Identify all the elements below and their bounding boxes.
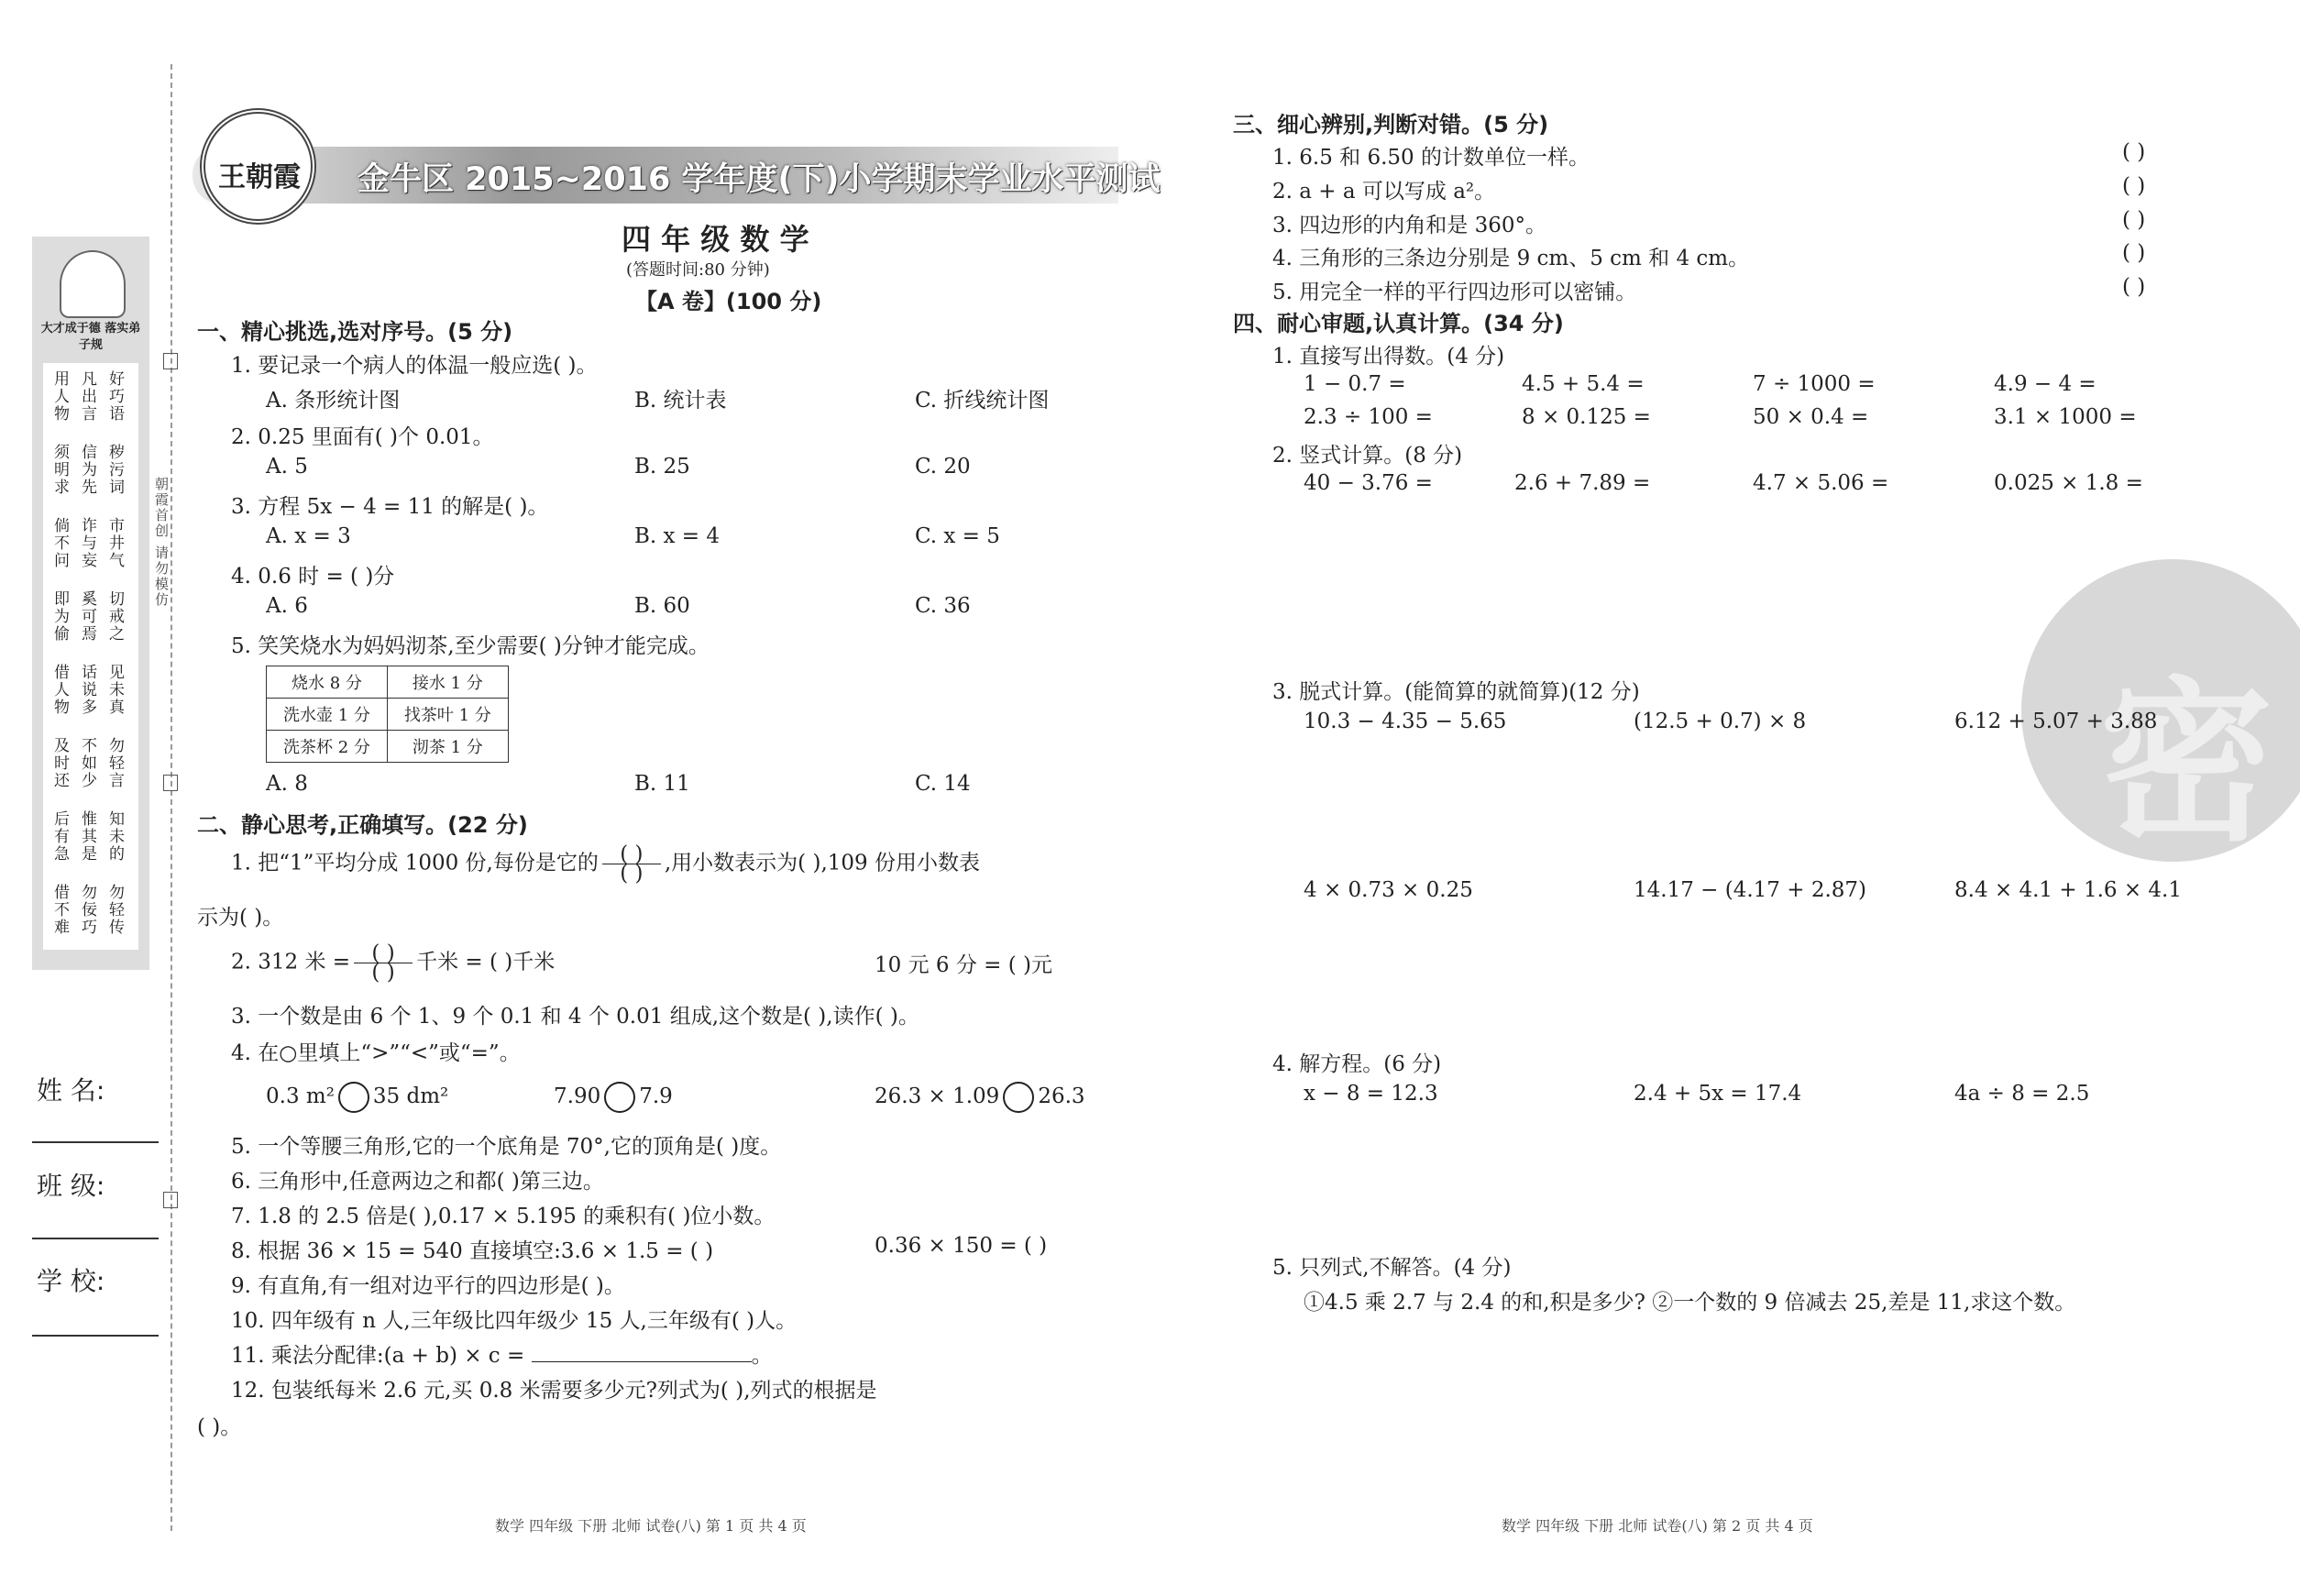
calc-item: 14.17 − (4.17 + 2.87) <box>1634 878 1866 902</box>
s4-p2: 2. 竖式计算。(8 分) <box>1272 444 1463 468</box>
compare-circle[interactable] <box>1003 1082 1034 1113</box>
motto-text: 大才成于德 落实弟子规 <box>40 322 141 352</box>
motto-col: 切戒之 <box>105 590 124 643</box>
table-cell: 找茶叶 1 分 <box>387 699 508 731</box>
equation-item: x − 8 = 12.3 <box>1304 1082 1438 1106</box>
compare-circle[interactable] <box>604 1082 635 1113</box>
calc-item: 10.3 − 4.35 − 5.65 <box>1304 710 1507 733</box>
time-note: (答题时间:80 分钟) <box>626 260 770 280</box>
s1-q4-c[interactable]: C. 36 <box>915 594 971 618</box>
s3-item-1: 1. 6.5 和 6.50 的计数单位一样。 <box>1272 146 1590 170</box>
frac-num[interactable]: ( ) <box>602 845 661 864</box>
motto-col: 信为先 <box>78 444 96 496</box>
calc-item: 3.1 × 1000 = <box>1994 405 2137 429</box>
calc-item: 8 × 0.125 = <box>1522 405 1651 429</box>
s1-q3-a[interactable]: A. x = 3 <box>266 524 351 548</box>
tea-steps-table <box>266 666 509 763</box>
school-field[interactable] <box>32 1335 159 1337</box>
motto-col: 见未真 <box>105 664 124 716</box>
page-footer-right: 数学 四年级 下册 北师 试卷(八) 第 2 页 共 4 页 <box>1502 1517 1813 1535</box>
table-row <box>267 666 509 699</box>
s3-item-5: 5. 用完全一样的平行四边形可以密铺。 <box>1272 281 1637 304</box>
motto-col: 借人物 <box>50 664 69 716</box>
s1-q5-a[interactable]: A. 8 <box>266 772 308 796</box>
s2-q1-text-2: ,用小数表示为( ),109 份用小数表 <box>664 851 980 875</box>
s2-q2 <box>231 941 556 985</box>
motto-col: 后有急 <box>50 810 69 863</box>
frac-den[interactable]: ( ) <box>620 862 644 886</box>
subject-title: 四 年 级 数 学 <box>622 222 809 257</box>
calc-item: 50 × 0.4 = <box>1753 405 1869 429</box>
s1-q4-b[interactable]: B. 60 <box>634 594 690 618</box>
calc-item: 8.4 × 4.1 + 1.6 × 4.1 <box>1954 878 2182 902</box>
table-row <box>267 731 509 763</box>
judge-box[interactable]: ( ) <box>2122 241 2146 265</box>
motto-col: 市井气 <box>105 517 124 569</box>
calc-item: 4.5 + 5.4 = <box>1522 372 1645 396</box>
scholar-icon <box>60 250 126 318</box>
s2-q7: 7. 1.8 的 2.5 倍是( ),0.17 × 5.195 的乘积有( )位小数。 <box>231 1205 776 1228</box>
motto-col: 好巧语 <box>105 370 124 423</box>
s2-q1-cont: 示为( )。 <box>197 906 284 930</box>
seal-box-2 <box>163 775 178 791</box>
fraction-blank[interactable] <box>602 842 661 886</box>
motto-col: 凡出言 <box>78 370 96 423</box>
judge-box[interactable]: ( ) <box>2122 174 2146 198</box>
s2-q2-money: 10 元 6 分 = ( )元 <box>875 953 1052 977</box>
s3-item-2: 2. a + a 可以写成 a²。 <box>1272 180 1496 204</box>
s4-p4: 4. 解方程。(6 分) <box>1272 1052 1442 1076</box>
answer-line[interactable] <box>532 1345 752 1362</box>
motto-col: 借不难 <box>50 884 69 936</box>
compare-right: 35 dm² <box>372 1084 449 1108</box>
s1-q3-c[interactable]: C. x = 5 <box>915 524 1000 548</box>
s3-item-3: 3. 四边形的内角和是 360°。 <box>1272 214 1546 237</box>
s1-q2: 2. 0.25 里面有( )个 0.01。 <box>231 425 494 449</box>
s1-q1-c[interactable]: C. 折线统计图 <box>915 389 1050 413</box>
fraction-blank[interactable] <box>354 941 413 985</box>
s1-q3-b[interactable]: B. x = 4 <box>634 524 721 548</box>
motto-col: 话说多 <box>78 664 96 716</box>
binding-line <box>171 64 172 1531</box>
compare-right: 26.3 <box>1038 1084 1085 1108</box>
section1-heading: 一、精心挑选,选对序号。(5 分) <box>197 319 513 345</box>
judge-box[interactable]: ( ) <box>2122 275 2146 299</box>
s1-q1: 1. 要记录一个病人的体温一般应选( )。 <box>231 354 598 378</box>
motto-columns <box>43 363 138 950</box>
s4-p3: 3. 脱式计算。(能简算的就简算)(12 分) <box>1272 680 1640 704</box>
s4-p5-line: ①4.5 乘 2.7 与 2.4 的和,积是多少? ②一个数的 9 倍减去 25,差是 11,求这个数。 <box>1304 1291 2076 1315</box>
name-field[interactable] <box>32 1141 159 1143</box>
s4-p5: 5. 只列式,不解答。(4 分) <box>1272 1256 1512 1280</box>
motto-col: 倘不问 <box>50 517 69 569</box>
calc-item: 1 − 0.7 = <box>1304 372 1406 396</box>
equation-item: 4a ÷ 8 = 2.5 <box>1954 1082 2090 1106</box>
calc-item: 0.025 × 1.8 = <box>1994 471 2143 495</box>
table-cell: 沏茶 1 分 <box>387 731 508 763</box>
school-label: 学 校: <box>37 1266 105 1296</box>
motto-col: 勿轻言 <box>105 737 124 789</box>
table-cell: 洗水壶 1 分 <box>267 699 388 731</box>
s2-q12: 12. 包装纸每米 2.6 元,买 0.8 米需要多少元?列式为( ),列式的根据是 <box>231 1379 877 1403</box>
calc-item: 40 − 3.76 = <box>1304 471 1433 495</box>
s1-q5: 5. 笑笑烧水为妈妈沏茶,至少需要( )分钟才能完成。 <box>231 634 710 658</box>
calc-item: 7 ÷ 1000 = <box>1753 372 1876 396</box>
s2-q8: 8. 根据 36 × 15 = 540 直接填空:3.6 × 1.5 = ( ) <box>231 1239 714 1263</box>
motto-col: 即为偷 <box>50 590 69 643</box>
table-cell: 烧水 8 分 <box>267 666 388 699</box>
s2-q11-text: 11. 乘法分配律:(a + b) × c = <box>231 1344 525 1368</box>
s1-q4-a[interactable]: A. 6 <box>266 594 308 618</box>
calc-item: 6.12 + 5.07 + 3.88 <box>1954 710 2158 733</box>
seal-box-3 <box>163 1192 178 1208</box>
motto-col: 诈与妄 <box>78 517 96 569</box>
motto-col: 勿轻传 <box>105 884 124 936</box>
class-field[interactable] <box>32 1238 159 1239</box>
s2-q11-end: 。 <box>751 1344 773 1368</box>
judge-box[interactable]: ( ) <box>2122 208 2146 232</box>
calc-item: 2.3 ÷ 100 = <box>1304 405 1433 429</box>
s2-q2-text-2: 千米 = ( )千米 <box>416 950 556 974</box>
section4-heading: 四、耐心审题,认真计算。(34 分) <box>1233 311 1564 336</box>
compare-left: 0.3 m² <box>266 1084 335 1108</box>
motto-col: 奚可焉 <box>78 590 96 643</box>
section3-heading: 三、细心辨别,判断对错。(5 分) <box>1233 112 1549 138</box>
exam-title: 金牛区 2015~2016 学年度(下)小学期末学业水平测试 <box>358 161 1161 198</box>
volume-label: 【A 卷】(100 分) <box>635 289 822 314</box>
compare-circle[interactable] <box>338 1082 369 1113</box>
frac-den[interactable]: ( ) <box>371 961 395 985</box>
name-label: 姓 名: <box>37 1075 105 1106</box>
table-cell: 接水 1 分 <box>387 666 508 699</box>
stamp-glyph: 密 <box>2099 662 2274 864</box>
table-cell: 洗茶杯 2 分 <box>267 731 388 763</box>
frac-num[interactable]: ( ) <box>354 944 413 963</box>
judge-box[interactable]: ( ) <box>2122 140 2146 164</box>
compare-item <box>875 1082 1085 1113</box>
s2-q2-text: 2. 312 米 = <box>231 950 351 974</box>
s2-q4: 4. 在○里填上“>”“<”或“=”。 <box>231 1041 521 1065</box>
s2-q6: 6. 三角形中,任意两边之和都( )第三边。 <box>231 1170 604 1194</box>
s1-q2-a[interactable]: A. 5 <box>266 455 308 479</box>
motto-col: 用人物 <box>50 370 69 423</box>
calc-item: 4 × 0.73 × 0.25 <box>1304 878 1473 902</box>
s1-q1-b[interactable]: B. 统计表 <box>634 389 727 413</box>
s4-p1: 1. 直接写出得数。(4 分) <box>1272 345 1505 369</box>
s2-q1-text: 1. 把“1”平均分成 1000 份,每份是它的 <box>231 851 599 875</box>
calc-item: 4.9 − 4 = <box>1994 372 2096 396</box>
table-row <box>267 699 509 731</box>
s1-q3: 3. 方程 5x − 4 = 11 的解是( )。 <box>231 495 549 519</box>
motto-col: 须明求 <box>50 444 69 496</box>
s3-item-4: 4. 三角形的三条边分别是 9 cm、5 cm 和 4 cm。 <box>1272 247 1750 270</box>
motto-col: 勿佞巧 <box>78 884 96 936</box>
s1-q2-b[interactable]: B. 25 <box>634 455 690 479</box>
s2-q12-cont: ( )。 <box>197 1415 242 1439</box>
motto-col: 秽污词 <box>105 444 124 496</box>
s2-q8-b: 0.36 × 150 = ( ) <box>875 1234 1048 1258</box>
motto-col: 不如少 <box>78 737 96 789</box>
compare-right: 7.9 <box>639 1084 673 1108</box>
compare-item <box>554 1082 673 1113</box>
motto-col: 及时还 <box>50 737 69 789</box>
calc-item: (12.5 + 0.7) × 8 <box>1634 710 1807 733</box>
page-footer-left: 数学 四年级 下册 北师 试卷(八) 第 1 页 共 4 页 <box>495 1517 807 1535</box>
s2-q3: 3. 一个数是由 6 个 1、9 个 0.1 和 4 个 0.01 组成,这个数是( ),读作( )。 <box>231 1005 919 1029</box>
s1-q5-b[interactable]: B. 11 <box>634 772 690 796</box>
motto-col: 惟其是 <box>78 810 96 863</box>
s1-q2-c[interactable]: C. 20 <box>915 455 971 479</box>
equation-item: 2.4 + 5x = 17.4 <box>1634 1082 1802 1106</box>
compare-left: 7.90 <box>554 1084 601 1108</box>
s1-q1-a[interactable]: A. 条形统计图 <box>266 389 401 413</box>
s1-q4: 4. 0.6 时 = ( )分 <box>231 565 395 589</box>
section2-heading: 二、静心思考,正确填写。(22 分) <box>197 812 528 838</box>
calc-item: 4.7 × 5.06 = <box>1753 471 1889 495</box>
s2-q5: 5. 一个等腰三角形,它的一个底角是 70°,它的顶角是( )度。 <box>231 1135 782 1159</box>
motto-sidebar <box>32 237 149 970</box>
s2-q10: 10. 四年级有 n 人,三年级比四年级少 15 人,三年级有( )人。 <box>231 1309 798 1333</box>
motto-col: 知未的 <box>105 810 124 863</box>
class-label: 班 级: <box>37 1171 105 1201</box>
s2-q9: 9. 有直角,有一组对边平行的四边形是( )。 <box>231 1274 625 1298</box>
logo-text: 王朝霞 <box>218 161 301 193</box>
calc-item: 2.6 + 7.89 = <box>1514 471 1651 495</box>
compare-left: 26.3 × 1.09 <box>875 1084 1000 1108</box>
seal-box-1 <box>163 353 178 369</box>
compare-item <box>266 1082 448 1113</box>
s2-q11 <box>231 1338 773 1369</box>
s2-q1 <box>231 842 980 886</box>
copyright-note: 朝霞首创 请勿模仿 <box>153 477 170 608</box>
s1-q5-c[interactable]: C. 14 <box>915 772 971 796</box>
